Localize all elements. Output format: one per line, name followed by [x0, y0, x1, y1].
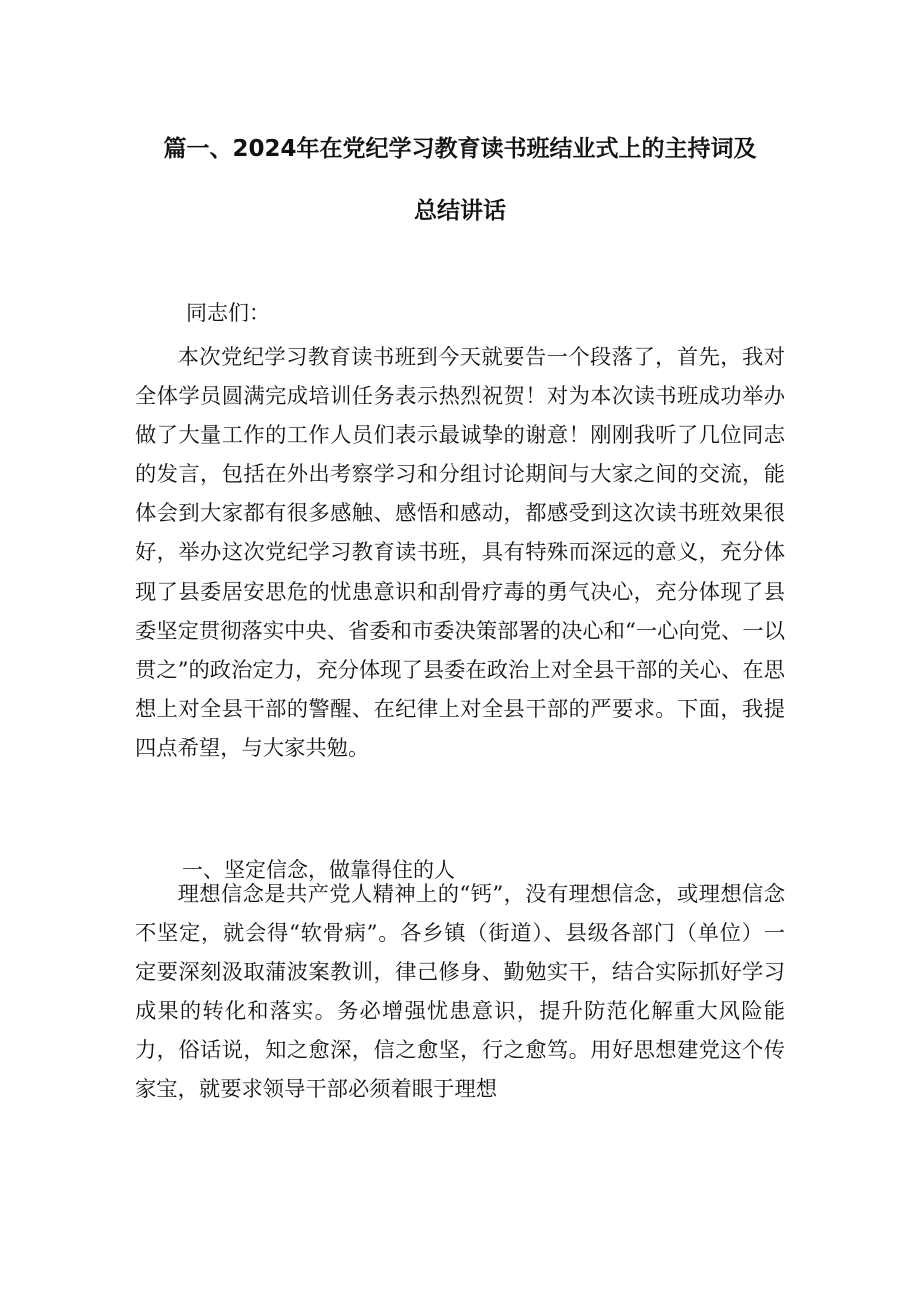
- document-title-line-1: 篇一、2024年在党纪学习教育读书班结业式上的主持词及: [163, 136, 757, 162]
- section-heading-1: 一、坚定信念，做靠得住的人: [182, 858, 455, 882]
- paragraph-opening: 本次党纪学习教育读书班到今天就要告一个段落了，首先，我对全体学员圆满完成培训任务表示热烈祝贺！对为本次读书班成功举办做了大量工作的工作人员们表示最诚挚的谢意！刚刚我听了几位同志的发言，包括在外出考察学习和分组讨论期间与大家之间的交流，能体会到大家都有很多感触、感悟和感动，都感受到这次读书班效果很好，举办这次党纪学习教育读书班，具有特殊而深远的意义，充分体现了县委居安思危的忧患意识和刮骨疗毒的勇气决心，充分体现了县委坚定贯彻落实中央、省委和市委决策部署的决心和“一心向党、一以贯之”的政治定力，充分体现了县委在政治上对全县干部的关心、在思想上对全县干部的警醒、在纪律上对全县干部的严要求。下面，我提四点希望，与大家共勉。: [135, 345, 785, 761]
- document-title-line-2: 总结讲话: [414, 198, 506, 224]
- paragraph-section-1: 理想信念是共产党人精神上的“钙”，没有理想信念，或理想信念不坚定，就会得“软骨病”。各乡镇（街道）、县级各部门（单位）一定要深刻汲取蒲波案教训，律己修身、勤勉实干，结合实际抓好学习成果的转化和落实。务必增强忧患意识，提升防范化解重大风险能力，俗话说，知之愈深，信之愈坚，行之愈笃。用好思想建党这个传家宝，就要求领导干部必须着眼于理想: [135, 882, 785, 1103]
- salutation: 同志们：: [186, 301, 270, 325]
